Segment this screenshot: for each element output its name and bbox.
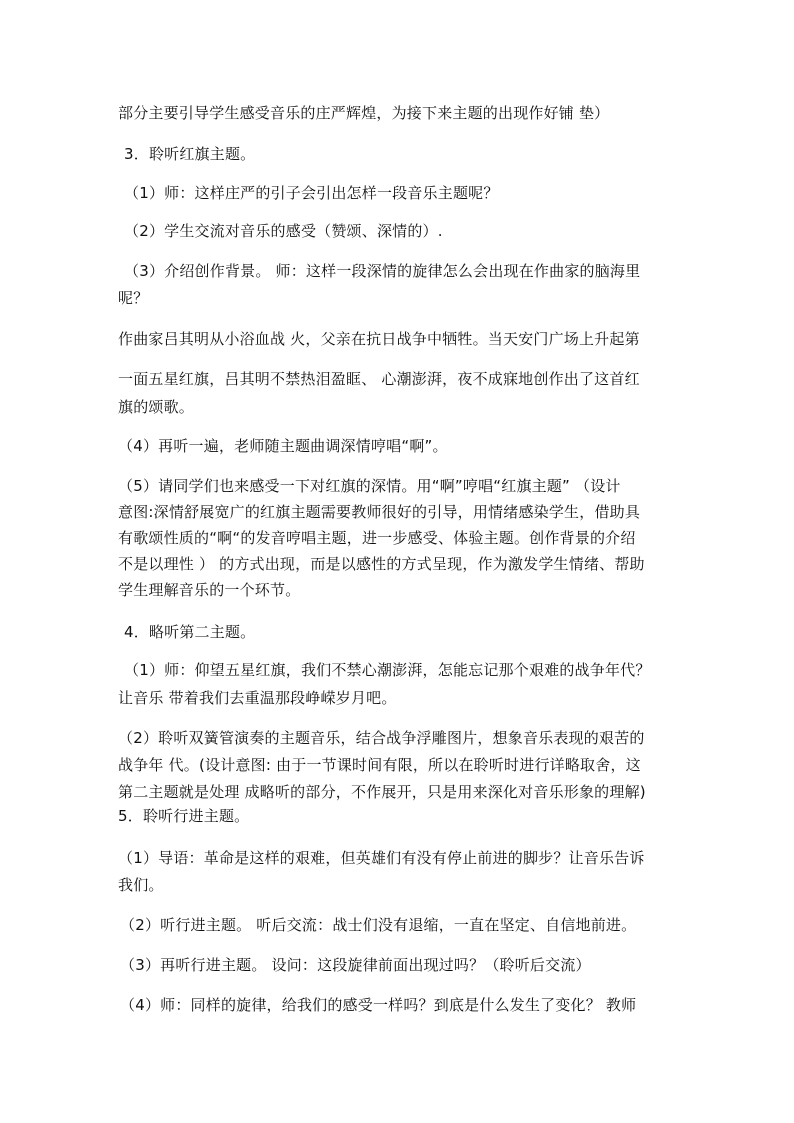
text-line: 一面五星红旗，吕其明不禁热泪盈眶、 心潮澎湃，夜不成寐地创作出了这首红 bbox=[118, 370, 640, 388]
text-line: （2）听行进主题。 听后交流：战士们没有退缩，一直在坚定、自信地前进。 bbox=[120, 916, 637, 934]
text-line: 作曲家吕其明从小浴血战 火，父亲在抗日战争中牺牲。当天安门广场上升起第 bbox=[118, 330, 640, 348]
text-line: 4．略听第二主题。 bbox=[124, 623, 256, 641]
text-line: 呢？ bbox=[118, 289, 149, 307]
text-line: 学生理解音乐的一个环节。 bbox=[118, 581, 301, 599]
text-line: 旗的颂歌。 bbox=[118, 398, 195, 416]
text-line: （1）师：这样庄严的引子会引出怎样一段音乐主题呢？ bbox=[124, 184, 499, 202]
text-line: （5）请同学们也来感受一下对红旗的深情。用“啊”哼唱“红旗主题” （设计 bbox=[118, 477, 621, 495]
text-line: 第二主题就是处理 成略听的部分，不作展开，只是用来深化对音乐形象的理解) bbox=[118, 783, 646, 801]
text-line: 部分主要引导学生感受音乐的庄严辉煌，为接下来主题的出现作好铺 垫） bbox=[118, 104, 610, 122]
text-line: 5．聆听行进主题。 bbox=[118, 807, 250, 825]
text-line: 不是以理性 ） 的方式出现，而是以感性的方式呈现，作为激发学生情绪、帮助 bbox=[118, 555, 645, 573]
text-line: 3．聆听红旗主题。 bbox=[124, 145, 256, 163]
text-line: （1）师：仰望五星红旗，我们不禁心潮澎湃，怎能忘记那个艰难的战争年代？ bbox=[124, 661, 651, 679]
text-line: （2）聆听双簧管演奏的主题音乐，结合战争浮雕图片，想象音乐表现的艰苦的 bbox=[118, 729, 645, 747]
text-line: （3）介绍创作背景。 师：这样一段深情的旋律怎么会出现在作曲家的脑海里 bbox=[124, 262, 641, 280]
text-line: （4）师：同样的旋律，给我们的感受一样吗？到底是什么发生了变化？ 教师 bbox=[120, 996, 637, 1014]
text-line: 战争年 代。(设计意图: 由于一节课时间有限，所以在聆听时进行详略取舍，这 bbox=[118, 756, 641, 774]
text-line: 让音乐 带着我们去重温那段峥嵘岁月吧。 bbox=[118, 689, 397, 707]
text-line: 我们。 bbox=[118, 876, 164, 894]
text-line: （1）导语：革命是这样的艰难，但英雄们有没有停止前进的脚步？让音乐告诉 bbox=[118, 849, 645, 867]
text-line: 有歌颂性质的“啊“的发音哼唱主题，进一步感受、体验主题。创作背景的介绍 bbox=[118, 529, 636, 547]
text-line: （4）再听一遍，老师随主题曲调深情哼唱“啊”。 bbox=[118, 437, 448, 455]
text-line: （3）再听行进主题。 设问：这段旋律前面出现过吗？（聆听后交流） bbox=[120, 956, 591, 974]
text-line: 意图:深情舒展宽广的红旗主题需要教师很好的引导，用情绪感染学生，借助具 bbox=[118, 503, 641, 521]
text-line: （2）学生交流对音乐的感受（赞颂、深情的）. bbox=[124, 222, 443, 240]
